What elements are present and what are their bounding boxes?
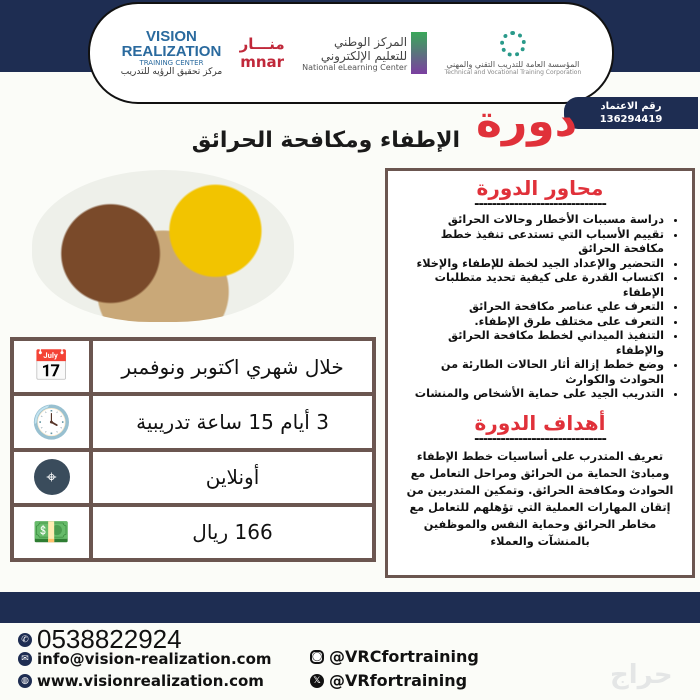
mnar-logo (240, 35, 285, 71)
logo-text: VISION (146, 28, 197, 45)
details-table (10, 337, 376, 562)
list-item: • تقييم الأسباب التي تستدعى تنفيذ خطط مكافحة الحرائق (398, 228, 664, 257)
accreditation-number: 136294419 (599, 114, 663, 125)
clock-icon: 🕓 (14, 396, 89, 447)
divider: ------------------------------ (474, 435, 606, 444)
tvtc-mark-icon (500, 31, 526, 57)
partner-logos (88, 2, 614, 104)
instagram-icon: ◯ (311, 651, 323, 662)
safety-equipment-image (32, 170, 294, 322)
course-word: دورة (476, 96, 578, 147)
nelc-mark-icon (411, 32, 427, 74)
instagram-handle[interactable]: @VRCfortraining (329, 647, 479, 666)
nelc-logo (302, 32, 427, 74)
x-icon: 𝕏 (310, 674, 324, 688)
website-contact[interactable] (18, 672, 264, 690)
x-contact[interactable] (310, 671, 467, 690)
goals-text: تعريف المتدرب على أساسيات خطط الإطفاء ومبادئ الحماية من الحرائق ومراحل التعامل مع الحوادث ومكافحة الحرائق. وتمكين المتدربين من إتقان المهارات العملية التي تؤهلهم للتعامل مع مخاطر الحرائق وحماية النفس والموظفين بالمنشآت والعملاء (406, 449, 674, 548)
logo-text: للتعليم الإلكتروني (320, 48, 408, 63)
list-item: • وضع خطط إزالة أثار الحالات الطارئة من الحوادث والكوارث (398, 358, 664, 387)
list-item: • دراسة مسببات الأخطار وحالات الحرائق (398, 213, 664, 228)
list-item: • التعرف على مختلف طرق الإطفاء. (398, 315, 664, 330)
money-icon: 💵 (14, 507, 89, 558)
logo-text: المركز الوطني (334, 34, 408, 49)
globe-icon: ◍ (18, 674, 32, 688)
logo-text: المؤسسة العامة للتدريب التقني والمهني (446, 59, 580, 69)
axes-list (398, 213, 682, 402)
course-date: خلال شهري اكتوبر ونوفمبر (93, 341, 372, 392)
list-item: • التدريب الجيد على حماية الأشخاص والمنشات (398, 387, 664, 402)
x-handle[interactable]: @VRfortraining (329, 671, 468, 690)
watermark: حراج (610, 660, 673, 690)
vision-realization-logo (121, 29, 222, 77)
axes-heading: محاور الدورة (476, 176, 604, 200)
email-icon: ✉ (18, 652, 32, 666)
course-content-box (385, 168, 695, 578)
accreditation-label: رقم الاعتماد (600, 101, 662, 112)
accreditation-badge (564, 97, 698, 129)
footer-band (0, 592, 700, 623)
course-price: 166 ريال (93, 507, 372, 558)
website-link[interactable]: www.visionrealization.com (37, 672, 264, 690)
logo-text: Technical and Vocational Training Corporation (444, 68, 582, 76)
divider: ------------------------------ (474, 201, 606, 209)
logo-text: mnar (240, 53, 285, 71)
email-contact[interactable] (18, 650, 272, 668)
instagram-contact[interactable] (310, 647, 479, 666)
list-item: • التنفيذ الميداني لخطط مكافحة الحرائق والإطفاء (398, 329, 664, 358)
list-item: • اكتساب القدرة على كيفية تحديد متطلبات الإطفاء (398, 271, 664, 300)
location-pin-icon: ⌖ (14, 452, 89, 503)
email-link[interactable]: info@vision-realization.com (37, 650, 272, 668)
course-title: الإطفاء ومكافحة الحرائق (191, 128, 460, 153)
calendar-icon: 📅 (14, 341, 89, 392)
phone-number[interactable]: 0538822924 (37, 624, 182, 654)
logo-text: National eLearning Center (302, 62, 408, 72)
logo-text: TRAINING CENTER (139, 59, 204, 67)
logo-text: REALIZATION (121, 43, 222, 60)
list-item: • التحضير والإعداد الجيد لخطة للإطفاء والإخلاء (398, 257, 664, 272)
list-item: • التعرف علي عناصر مكافحة الحرائق (398, 300, 664, 315)
tvtc-logo (445, 31, 582, 76)
logo-text: منـــار (239, 35, 285, 53)
course-duration: 3 أيام 15 ساعة تدريبية (93, 396, 372, 447)
phone-icon: ✆ (18, 633, 32, 647)
goals-heading: أهداف الدورة (474, 410, 606, 435)
logo-text: مركز تحقيق الرؤيه للتدريب (120, 67, 223, 77)
course-location: أونلاين (93, 452, 372, 503)
